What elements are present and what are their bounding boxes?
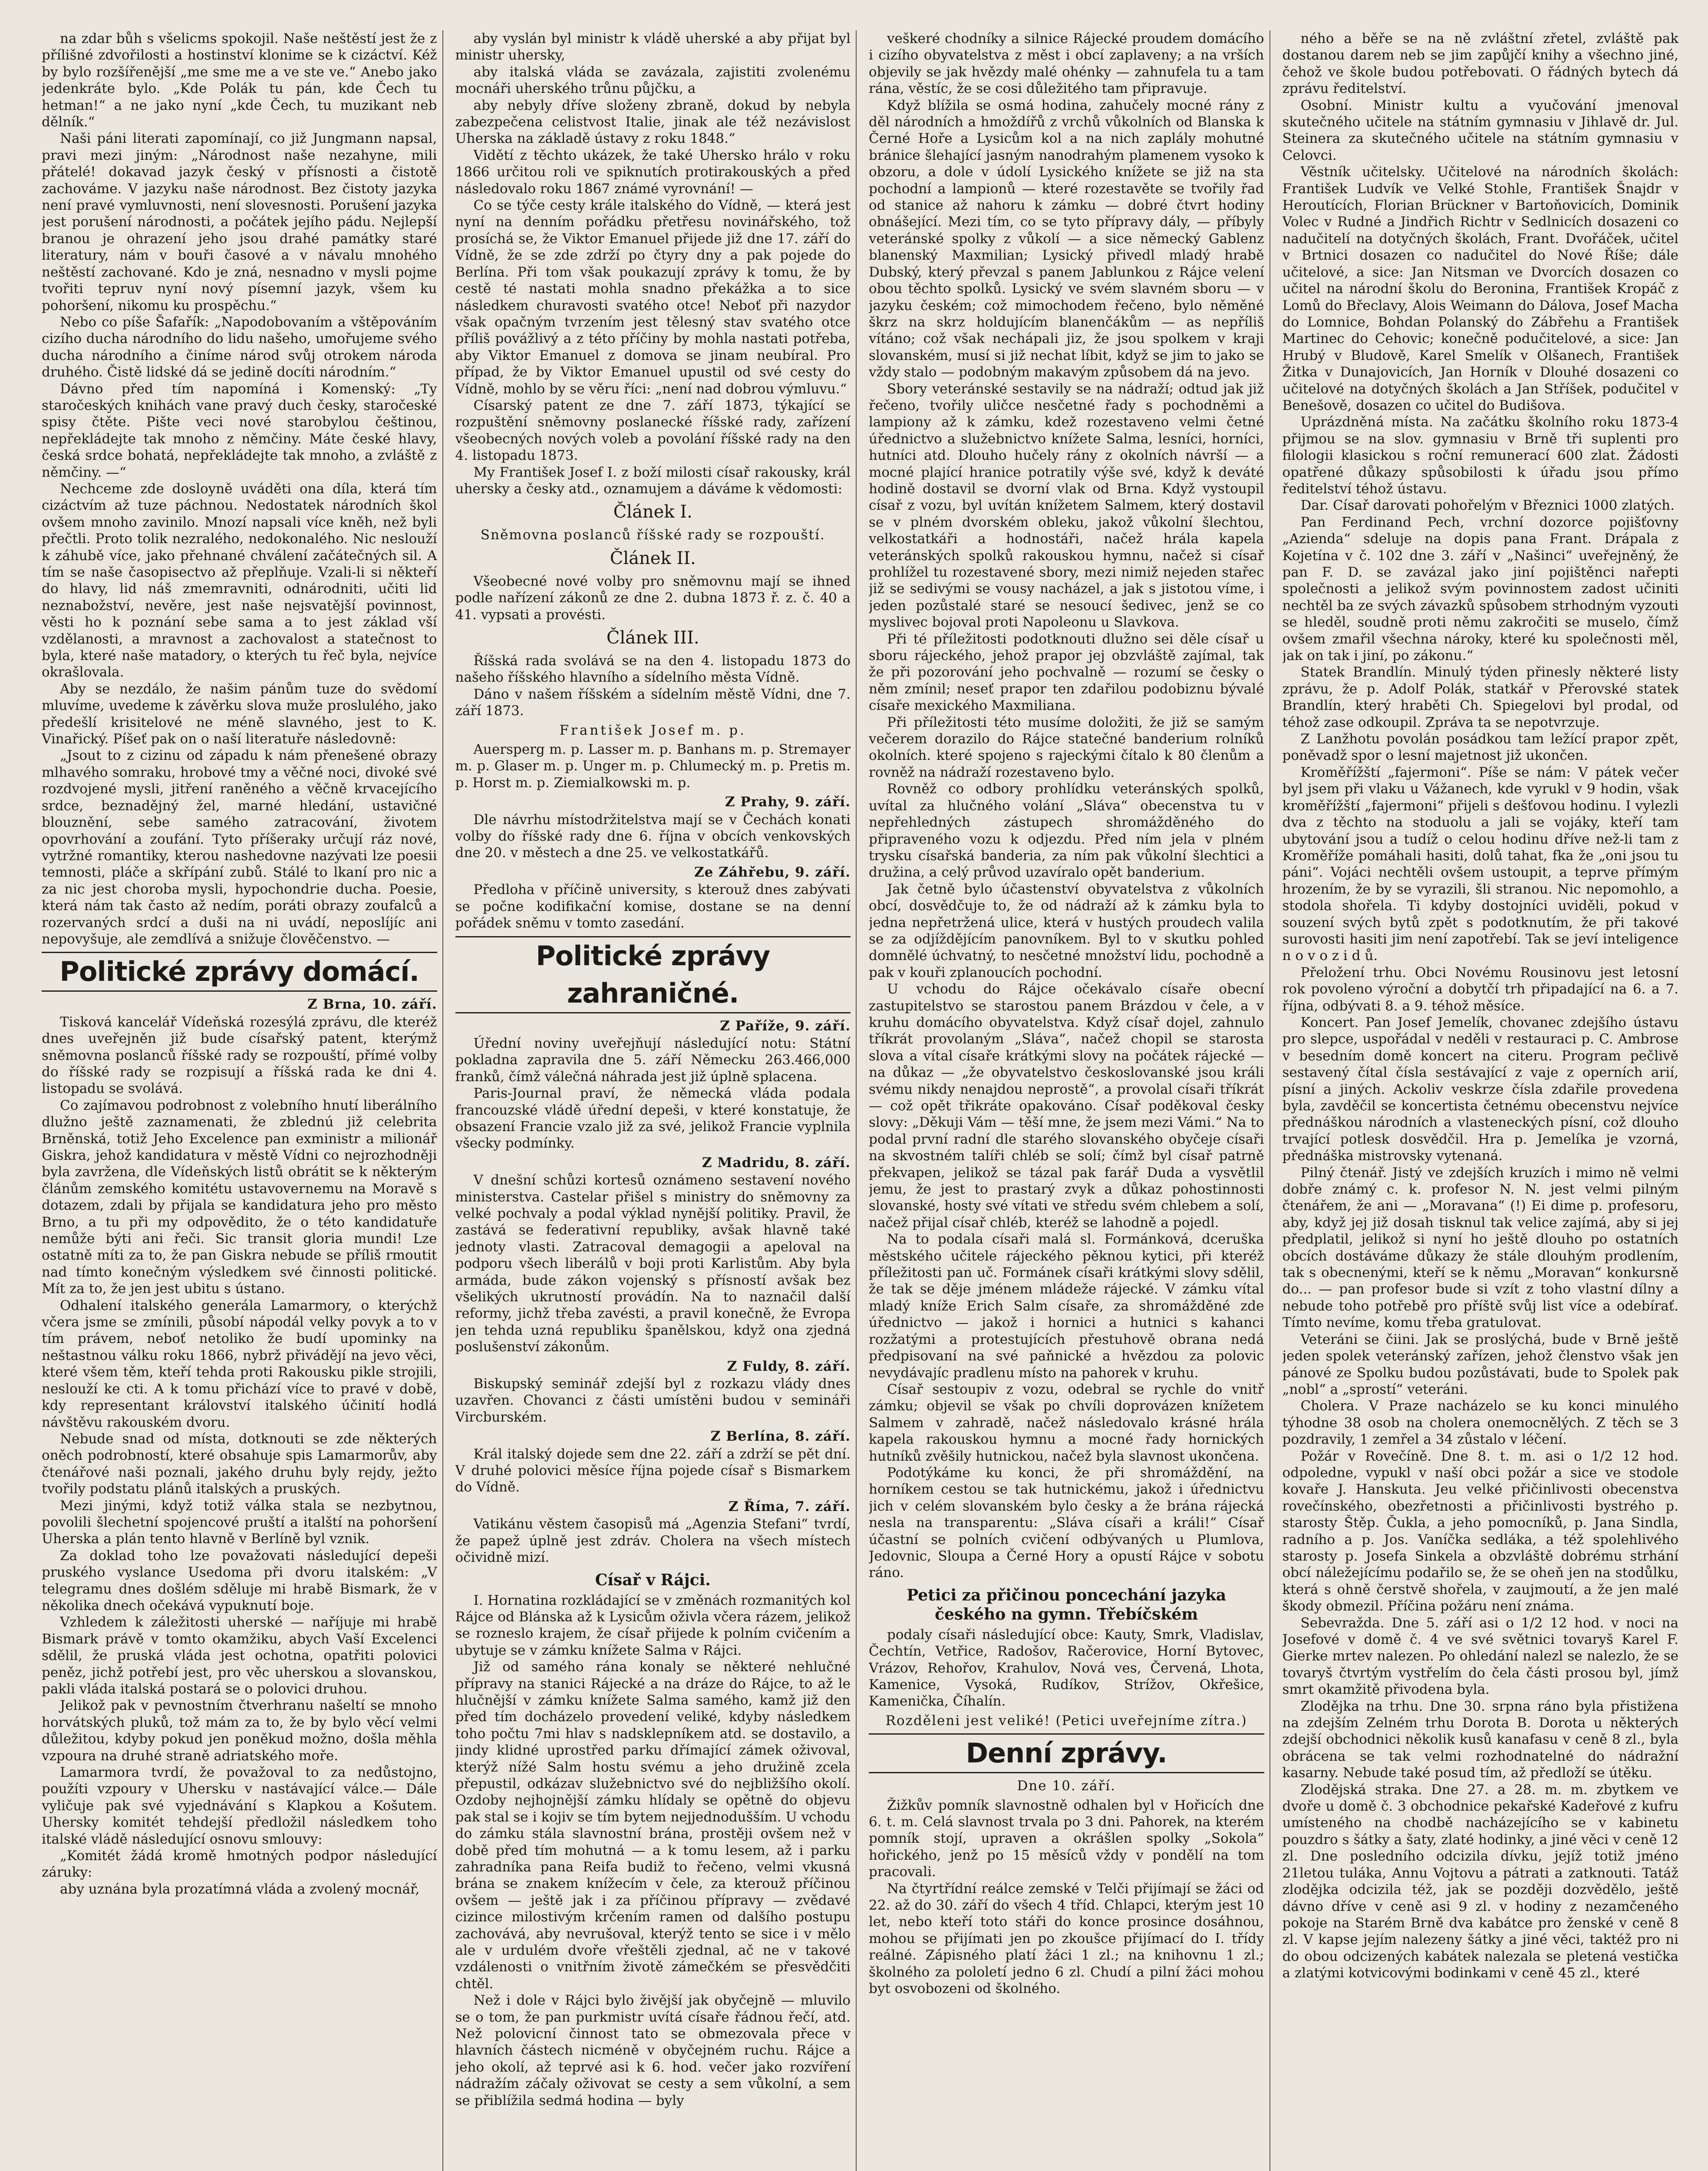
- article-paragraph: Kroměřížští „fajermoni“. Píše se nám: V pátek večer byl jsem při vlaku u Vážanech, kde vyrukl v 9 hodin, však kroměřížští „fajermoni“ přijeli s dešťovou hodinu. I vylezli dva z těchto na stoduolu a jali se vojáky, kteří tam ubytování jsou a tudíž o celou hodinu dříve než-li tam z Kroměříže pomáhali hasiti, dolů tahat, fka že „oni jsou tu páni“. Vojáci nechtěli ovšem ustoupit, a teprve přímým hrozením, že by se vyrazili, šli stranou. Nic nepomohlo, a stodola shořela. Ti kdyby dostojníci uviděli, pokud v souzení svých bytů zpět s podotknutím, že při takové surovosti hasiti jim není zapotřebí. Tak se jeví inteligence n o v o z i d ů.: [1282, 764, 1678, 964]
- article-paragraph: Biskupský seminář zdejší byl z rozkazu vlády dnes uzavřen. Chovanci z části umístěni budou v semináři Vircburském.: [455, 1376, 851, 1425]
- article-paragraph: Mezi jinými, když totiž válka stala se nezbytnou, povolili šlechetní spojencové pruští a italští na pohoršení Uherska a plán tento hlavně v Berlíně byl vznik.: [42, 1498, 437, 1547]
- article-paragraph: Sebevražda. Dne 5. září asi o 1/2 12 hod. v noci na Josefové v domě č. 4 ve své světnici tovaryš Karel F. Gierke mrtev nalezen. Po ohledání nalezl se nalezlo, že se tovaryš čtvrtým vystřelím do čela části prosou byl, jímž smrt okamžitě přivodena byla.: [1282, 1615, 1678, 1698]
- article-paragraph: My František Josef I. z boží milosti císař rakousky, král uhersky a česky atd., oznamujem a dáváme k vědomosti:: [455, 464, 851, 497]
- article-paragraph: Při příležitosti této musíme doložiti, že již se samým večerem dorazilo do Rájce statečné banderium rolníků okolních. které spojeno s rajeckými čítalo k 80 členům a rovněž na nádraží rozestaveno bylo.: [869, 714, 1264, 780]
- signature-line: František Josef m. p.: [559, 722, 746, 738]
- article-paragraph: Požár v Rovečíně. Dne 8. t. m. asi o 1/2 12 hod. odpoledne, vypukl v naší obci požár a sice ve stodole kovaře J. Hanskuta. Jeu velké přičinlivosti obecenstva rovečínského, obezřetnosti a přičinlivosti bystrého p. starosty Štěp. Čukla, a jeho pomocníků, p. Jana Sindla, radního a p. Jos. Vaníčka sedláka, a též spolehlivého starosty p. Josefa Sinkela a obzvláště dobrému strhání obcí náležejícímu podařilo se, že se oheň jen na stodůlku, která s ohně čerstvě shořela, v zaujmoutí, a že jen malé škody obmezil. Příčina požáru není známa.: [1282, 1448, 1678, 1614]
- article-paragraph: Nechceme zde dosloyně uváděti ona díla, která tím cizáctvím až tuze páchnou. Nedostatek národních škol ovšem mnoho zavinilo. Mnozí napsali více kněh, než byli přečtli. Proto tolik nezralého, nedokonalého. Nic neslouží k záhubě více, jako přehnané chválení začátečných sil. A tím se naše časopisectvo až přeplňuje. Vzali-li si někteří do hlavy, lid náš zmemravniti, odnárodniti, učiti lid neznabožství, nevěre, jest naše nejsvatější povinnost, věsti ho k poznání sebe sama a to jest základ vší vzdělanosti, a mravnost a zachovalost a statečnost to byla, které naše matadory, o kterých tu řeč byla, nejvíce okrašlovala.: [42, 481, 437, 680]
- centered-line: Dne 10. září.: [1017, 1778, 1116, 1794]
- article-paragraph: Než i dole v Rájci bylo živější jak obyčejně — mluvilo se o tom, že pan purkmistr uvítá císaře řádnou řečí, atd. Než polovicní činnost tato se obmezovala přece v hlavních částech nicméně v obyčejném ruchu. Rájce a jeho okolí, až teprvé asi k 6. hod. večer jako rozvíření nádražím záčaly oživovat se cesty a sem vůkolní, a sem se přiblížila sedmá hodina — byly: [455, 1993, 851, 2108]
- article-title: Petici za přičinou poncechání jazyka českého na gymn. Třebíčském: [907, 1586, 1227, 1623]
- article-paragraph: Již od samého rána konaly se některé nehlučné přípravy na stanici Rájecké a na dráze do Rájce, to až le hlučnější v zámku knížete Salma samého, kamž již den před tím docházelo provedení veliké, kdyby následkem toho počtu 7mi hlav s nadsklepníkem atd. se dostavilo, a jindy klidné uprostřed parku dřímající zámek oživoval, kterýž nížé Salm hostu svému a jeho družině zcela přepustil, odkázav služebnictvo své do nejbližšího okolí. Ozdoby nejhojnější zámku hlídaly se opětně do objevu pak stal se i kojiv se tím bytem nejjednodušším. U vchodu do zámku stála slavnostní brána, prostěji ovšem než v době před tím mohutná — a k tomu lesem, až i parku zahradníka pana Reifa budiž to řečeno, velmi vkusná brána se znakem knížecím v čele, za kterouž příčinou ovšem — ještě jak i za příčinou přípravy — zvědavé cizince milostivým krčením ramen od dalšího postupu zachovává, aby nevrušoval, kterýž tento se sice i v mělo ale v urdulém dvoře vřeštěli zjednal, ač ne v takové vzdálenosti o vnitřním životě zámečkém se přesvědčiti chtěl.: [455, 1659, 851, 1992]
- column-2: [455, 30, 857, 2171]
- article-paragraph: Na to podala císaři malá sl. Formánková, dceruška městského učitele rájeckého pěknou kytici, při kteréž příležitosti pan uč. Formánek císaři krátkými slovy sdělil, že tak se děje jménem mládeže rájecké. V zámku vítal mladý kníže Erich Salm císaře, za shromážděné zde úřednictvo — jakož i hornici a hutnici s kahanci rozžatými a protestujících přestuhově obrana nedá předpisovaní na své paňnické a hvězdou za polovic nevydávajíc pradlenu místo na pahorek v kruhu.: [869, 1231, 1264, 1381]
- article-paragraph: Předloha v příčině university, s kterouž dnes zabývati se počne kodifikační komise, dostane se na denní pořádek sněmu v tomto zasedání.: [455, 882, 851, 931]
- article-paragraph: Dle návrhu místodržitelstva mají se v Čechách konati volby do říšské rady dne 6. října v obcích venkovských dne 20. v městech a dne 25. ve velkostatkářů.: [455, 812, 851, 861]
- column-1: [42, 30, 443, 2171]
- section-heading: Politické zprávy domácí.: [42, 952, 437, 992]
- dateline: Z Říma, 7. září.: [728, 1498, 851, 1514]
- article-paragraph: veškeré chodníky a silnice Rájecké proudem domácího i cizího obyvatelstva z měst i obcí zaplaveny; a na vrších objevily se jak hvězdy malé ohénky — zahnufela tu a tam rána, věstíc, že se cosi důležitého tam připravuje.: [869, 31, 1264, 97]
- article-paragraph: Podotýkáme ku konci, že při shromáždění, na horníkem cestou se tak hutnickému, jakož i úřednictvu jich v celém slovanském bylo česky a že brána rájecká nesla na transparentu: „Sláva císaři a králi!“ Císař účastní se polních cvičení odbývaných u Plumlova, Jedovnic, Sloupa a Černé Hory a opustí Rájce v sobotu ráno.: [869, 1465, 1264, 1581]
- article-paragraph: I. Hornatina rozkládající se v změnách rozmanitých kol Rájce od Blánska až k Lysicům oživla včera rázem, jelikož se rozneslo krajem, že císař přijede k polním cvičením a ubytuje se v zámku knížete Salma v Rájci.: [455, 1592, 851, 1658]
- article-paragraph: ného a běře se na ně zvláštní zřetel, zvláště pak dostanou darem neb se jim zapůjčí knihy a všechno jiné, čehož ve škole budou potřebovati. O řádných bytech dá zprávu ředitelství.: [1282, 31, 1678, 97]
- article-paragraph: Pilný čtenář. Jistý ve zdejších kruzích i mimo ně velmi dobře známý c. k. profesor N. N. jest velmi pilným čtenářem, že ani — „Moravana“ (!) Ei dime p. profesoru, aby, když jej již dosah tisknul tak velice zajímá, aby si jej předplatil, jelikož si nyní ho ještě dlouho po ostatních obcích dostáváme důkazy že stále dlouhým prodlením, tak s obecnenými, kteří se k němu „Moravan“ konkursně do... — pan profesor bude si vzít z toho vlastní dílny a nebude toho potřebě pro příště svůj list více a odebírať. Tímto nevíme, komu třeba gratulovat.: [1282, 1165, 1678, 1331]
- article-paragraph: Nebo co píše Šafařík: „Napodobovaním a vštěpováním cizího ducha národního do lidu našeho, umořujeme svého ducha národního a činíme národ svůj otrokem národa druhého. Čistě lidské dá se jedině docíti národním.“: [42, 314, 437, 380]
- dateline: Z Paříže, 9. září.: [720, 1018, 851, 1034]
- article-paragraph: Veteráni se čiini. Jak se proslýchá, bude v Brně ještě jeden spolek veteránský zařízen, jehož členstvo však jen pánové ze Spolku budou pozůstávati, bude to Spolek pak „nobl“ a „sprostí“ veteráni.: [1282, 1331, 1678, 1397]
- article-paragraph: Za doklad toho lze považovati následující depeši pruského vyslance Usedoma při dvoru italském: „V telegramu dnes došlém sděluje mi hrabě Bismark, že v několika dnech očekává vypuknutí boje.: [42, 1547, 437, 1613]
- article-paragraph: Koncert. Pan Josef Jemelík, chovanec zdejšího ústavu pro slepce, uspořádal v neděli v restauraci p. C. Ambrose v besedním domě koncert na citeru. Program pečlivě sestavený čítal čísla sestávající z vaje z operních arií, písní a jiných. Ackoliv veskrze čísla zdařile provedena byla, zavděčil se koncertista četnému obecenstvu nejvíce přednáškou národních a vlasteneckých písní, což dlouho trvající potlesk dosvědčil. Hra p. Jemelíka je vzorná, přednáška mistrovsky vytenaná.: [1282, 1014, 1678, 1164]
- article-paragraph: Přeložení trhu. Obci Novému Rousinovu jest letosní rok povoleno výroční a dobytčí trh připadající na 6. a 7. října, odbývati 8. a 9. téhož měsíce.: [1282, 964, 1678, 1014]
- article-paragraph: Paris-Journal praví, že německá vláda podala francouzské vládě úřední depeši, v které konstatuje, že obsazení Francie vzalo již za své, jelikož Francie vyplnila všecky podmínky.: [455, 1086, 851, 1151]
- article-title: Císař v Rájci.: [595, 1571, 711, 1589]
- newspaper-page: [42, 30, 1684, 2171]
- article-clause-heading: Článek II.: [610, 548, 696, 568]
- article-paragraph: Vatikánu věstem časopisů má „Agenzia Stefani“ tvrdí, že papež úplně jest zdráv. Cholera na všech místech očividně mizí.: [455, 1516, 851, 1566]
- article-paragraph: aby vyslán byl ministr k vládě uherské a aby přijat byl ministr uhersky,: [455, 31, 851, 63]
- section-heading: Denní zprávy.: [869, 1733, 1264, 1773]
- dateline: Z Brna, 10. září.: [307, 996, 437, 1013]
- article-paragraph: Zlodějská straka. Dne 27. a 28. m. m. zbytkem ve dvoře u domě č. 3 obchodnice pekařské Kadeřové z kufru umísteného na chodbě nacházejícího se v kabinetu pouzdro s šátky a šaty, zlaté hodinky, a jiné věci v ceně 12 zl. Dne posledního odcizila dívku, jejíž totiž jméno 21letou tuláka, Annu Vojtovu a pátrati a zatknouti. Tatáž zlodějka odcizila též, jak se později dozvědělo, ještě dávno dříve v ceně asi 9 zl. v hodiny z nezamčeného pokoje na Starém Brně dva kabátce pro ženské v ceně 8 zl. V kapse jejím nalezeny šátky a jiné věci, taktéž pro ni do obou odcizených kabátek nalezala se pletená vestička a zlatými kotvicovými bodinkami v ceně 45 zl., které: [1282, 1782, 1678, 1981]
- centered-line: Sněmovna poslanců říšské rady se rozpouští.: [480, 527, 825, 543]
- article-paragraph: Cholera. V Praze nacházelo se ku konci minulého týhodne 38 osob na cholera onemocnělých. Z těch se 3 pozdravily, 1 zemřel a 34 zůstalo v léčení.: [1282, 1398, 1678, 1448]
- dateline: Ze Záhřebu, 9. září.: [694, 864, 851, 880]
- article-paragraph: podaly císaři následující obce: Kauty, Smrk, Vladislav, Čechtín, Vetřice, Radošov, Račerovice, Horní Bytovec, Vrázov, Rehořov, Krahulov, Nová ves, Červená, Lhota, Kamenice, Vysoká, Rudíkov, Strížov, Okřešice, Kamenička, Číhalín.: [869, 1627, 1264, 1709]
- article-paragraph: Jak četně bylo účastenství obyvatelstva z vůkolních obcí, dosvědčuje to, že od nádraží až k zámku byla to jedna nepřetržená ulice, která v hustých proudech valila se za odjíždějícím panovníkem. Byl to v skutku pohled domnělé úchvatný, to nesčetné množství lidu, pochodně a pak v kouři zplanoucích pochodní.: [869, 881, 1264, 980]
- article-paragraph: Král italský dojede sem dne 22. září a zdrží se pět dní. V druhé polovici měsíce října pojede císař s Bismarkem do Vídně.: [455, 1446, 851, 1495]
- article-paragraph: Uprázdněná místa. Na začátku školního roku 1873-4 přijmou se na slov. gymnasiu v Brně tři suplenti pro filologii klasickou s roční remunerací 600 zlat. Žádosti opatřené důkazy spůsobilosti k úřadu jsou přímo ředitelství téhož ústavu.: [1282, 414, 1678, 497]
- article-paragraph: Dávno před tím napomíná i Komenský: „Ty staročeských knihách vane pravý duch česky, staročeské spisy čtěte. Pište veci nové starobylou češtinou, nepřekládejte tak mnoho z němčiny. Máte české hlavy, česká srdce bohatá, nepřekládejte tak mnoho, a zvláště z němčiny. —“: [42, 381, 437, 480]
- article-paragraph: Všeobecné nové volby pro sněmovnu mají se ihned podle nařízení zákonů ze dne 2. dubna 1873 ř. z. č. 40 a 41. vypsati a provésti.: [455, 573, 851, 623]
- article-paragraph: Úřední noviny uveřejňují následující notu: Státní pokladna zapravila dne 5. září Německu 263.466,000 franků, čímž válečná náhrada jest již úplně splacena.: [455, 1035, 851, 1085]
- article-paragraph: Žižkův pomník slavnostně odhalen byl v Hořicích dne 6. t. m. Celá slavnost trvala po 3 dni. Pahorek, na kterém pomník stojí, upraven a okrášlen spolky „Sokola“ hořického, jenž po 15 měsíců vždy v pondělí na tom pracovali.: [869, 1797, 1264, 1880]
- article-paragraph: Jelikož pak v pevnostním čtverhranu našeltí se mnoho horvátských pluků, tož mám za to, že by bylo věcí velmi důležitou, kdyby pokud jen poněkud možno, došla měhla vzpoura na druhé straně adriatského moře.: [42, 1698, 437, 1764]
- article-paragraph: Odhalení italského generála Lamarmory, o kterýchž včera jsme se zmínili, působí nápodál velky povyk a to v tím právem, neboť netoliko že budí upominky na neštastnou válku roku 1866, nybrž přivádějí na jevo věci, které všem těm, kteří tehda proti Rakousku pikle strojili, neslouží ke cti. A k tomu přichází více to pravé v době, kdy representant království italského účinití hodlá návštěvu rakouském dvoru.: [42, 1297, 437, 1430]
- article-paragraph: Císarský patent ze dne 7. září 1873, týkající se rozpuštění sněmovny poslanecké říšské rady, zařízení všeobecných nových voleb a povolání říšské rady na den 4. listopadu 1873.: [455, 397, 851, 464]
- article-paragraph: Na čtyrtřídní reálce zemské v Telči přijímají se žáci od 22. až do 30. září do všech 4 tříd. Chlapci, kterým jest 10 let, nebo kteří toto stáři do konce prosince dosáhnou, mohou se přijímati jen po zkoušce přijímací do I. třídy reálné. Zápisného platí žáci 1 zl.; na knihovnu 1 zl.; školného za pololetí jedno 6 zl. Chudí a pilní žáci mohou byt osvobozeni od školného.: [869, 1881, 1264, 1997]
- article-clause-heading: Článek I.: [613, 502, 692, 522]
- article-paragraph: aby nebyly dříve složeny zbraně, dokud by nebyla zabezpečena celistvost Italie, jinak ale též nezávislost Uherska na základě ústavy z roku 1848.“: [455, 97, 851, 147]
- article-paragraph: Když blížila se osmá hodina, zahučely mocné rány z děl národních a hmoždířů z vrchů vůkolních od Blanska k Černé Hoře a Lysicům kol a na nich zaplály mohutné bránice šlehající jasným nanodrahým plamenem vysoko k obzoru, a dole v údolí Lysického knížete se již na sta pochodní a lampionů — které rozestavěte se tvořily řad od stanice až nahoru k zámku — dobré čtvrt hodiny obnášející. Mezi tím, co se tyto přípravy dály, — příbyly veteránské spolky z vůkolí — a sice německý Gablenz blanenský Maxmilian; Lysický přivedl mladý hrabě Dubský, který převzal s panem Jablunkou z Rájce velení obou těchto spolků. Lysický ve svém slavném sboru — v jazyku českém; což mimochodem řečeno, bylo něměné škrz na skrz holdujícím blanenčákům — as nepříliš vítáno; což však nechápali jiz, že jsou spolkem v kraji slovanském, musí si již nechat líbit, když se jim to jako se vždy stalo — podobným makavým způsobem dá na jevo.: [869, 97, 1264, 380]
- article-paragraph: Dáno v našem říšském a sídelním městě Vídni, dne 7. září 1873.: [455, 686, 851, 719]
- article-paragraph: Zlodějka na trhu. Dne 30. srpna ráno byla přistižena na zdejším Zelném trhu Dorota B. Dorota u některých zdejší obchodnici několik kusů kanafasu v ceně 8 zl., byla obrácena se tak velmi rozhodnatelné do nádražní kasarny. Nebude také posud tím, až předloží se útěku.: [1282, 1698, 1678, 1781]
- column-4: [1283, 30, 1684, 2171]
- article-paragraph: Naši páni literati zapomínají, co již Jungmann napsal, pravi mezi jiným: „Národnost naše nezahyne, mili přátelé! dokavad jazyk český v přísnosti a čistotě zachováme. V jazyku naše národnost. Bez čistoty jazyka není pravé vymluvnosti, není slovesnosti. Porušení jazyka jest porušení národnosti, a počátek jejího pádu. Nejlepší branou je ohrazení jeho jsou drahé památky staré literatury, nám v bouři časové a v návalu mnohého neštěstí zachované. Kdo je zná, nesnadno v mysli pojme tvořiti tepruv nyní nový písemní jazyk, všem ku pohoršení, nikomu ku prospěchu.“: [42, 131, 437, 313]
- article-paragraph: na zdar bůh s všelicms spokojil. Naše neštěstí jest že z přílišné zdvořilosti a hostinství klonime se k cizáctví. Kéž by bylo rozšířenější „me sme me a ve ste ve.“ Anebo jako jedenkráte bylo. „Kde Polák tu pán, kde Čech tu hetman!“ a ne jako nyní „kde Čech, tu muzikant neb dělník.“: [42, 31, 437, 130]
- article-paragraph: aby uznána byla prozatímná vláda a zvolený mocnář,: [60, 1881, 420, 1897]
- article-paragraph: Aby se nezdálo, že našim pánům tuze do svědomí mluvíme, uvedeme k závěrku slova muže proslulého, jako předešlí krisitelové ne méně slavného, jest to K. Vinařický. Píšeť pak on o naší literatuře následovně:: [42, 681, 437, 747]
- article-paragraph: Tisková kancelář Vídeňská rozesýlá zprávu, dle kteréž dnes uveřejněn již bude císařský patent, kterýmž sněmovna poslanců říšské rady se rozpouští, přímé volby do říšské rady se rozpisují a říšská rada ke dni 4. listopadu se svolává.: [42, 1014, 437, 1097]
- article-paragraph: Věstník učitelsky. Učitelové na národních školách: František Ludvík ve Velké Stohle, František Šnajdr v Heroutících, Florian Brückner v Bartoňovicích, Dominik Volec v Rudné a Jindřich Richtr v Sedlnicích dosazeni co nadučitelí na dotyčných školách, Frant. Dvořáček, učitel v Brtnici dosazen co nadučitel do Nové Říše; dále učitelové, a sice: Jan Nitsman ve Dvorcích dosazen co učitel na národní školu do Beronina, František Kropáč z Lomů do Břeclavy, Alois Weimann do Dálova, Josef Macha do Lomnice, Bohdan Polanský do Zábřehu a František Martinec do Cehovic; konečně podučitelové, a sice: Jan Hrubý v Bludově, Karel Smelík v Olšanech, František Žitka v Dunajovicích, Jan Horník v Dlouhé dosazeni co učitelové na dotyčných školách a Jan Stříšek, podučitel v Benešově, dosazen co učitel do Budišova.: [1282, 164, 1678, 413]
- article-paragraph: Sbory veteránské sestavily se na nádraží; odtud jak již řečeno, tvořily uličce nesčetné řady s pochodněmi a lampiony až k zámku, kdež rozestaveno velmi četné úřednictvo a služebnictvo knížete Salma, lesníci, horníci, hutníci atd. Dlouho hučely rány z okolních návrší — a mocné plající hranice potratily výše své, když k deváté hodině dostavil se dvorní vlak od Brna. Když vystoupil císař z vozu, byl uvítán knížetem Salmem, který dostavil se v plném dvorském obleku, jakož vůkolní šlechtou, velkostatkáři a hodnostáři, načež hrála kapela veteránských spolků rakouskou hymnu, načež si císař prohlížel tu rozestavené sbory, mezi nimiž nejeden stařec již se sedivými se vousy nacházel, a jak s jistotou víme, i jeden pozůstalé staré se nesoucí šedivec, jenž se co myslivec bojoval proti Napoleonu u Slavkova.: [869, 381, 1264, 630]
- article-paragraph: Rovněž co odbory prohlídku veteránských spolků, uvítal za hlučného volání „Sláva“ obecenstva tu v nepřehledných zástupech shromážděného do připraveného vozu k odjezdu. Před ním jela v plném trysku císařská banderia, za ním pak vůkolní šlechtici a družina, a celý průvod uzavíralo opět banderium.: [869, 781, 1264, 881]
- article-paragraph: Vidětí z těchto ukázek, že také Uhersko hrálo v roku 1866 určitou roli ve spiknutích protirakouských a před následovalo roku 1867 známé vyrovnání! —: [455, 147, 851, 197]
- article-paragraph: Vzhledem k záležitosti uherské — naříjuje mi hrabě Bismark právě v tomto okamžiku, abych Vaší Excelenci sdělil, že pruská vláda jest ochotna, opatřiti polovici peněz, jichž potřebí jest, pro věc uherskou a slovanskou, pakli vláda italská postará se o polovici druhou.: [42, 1614, 437, 1697]
- article-clause-heading: Článek III.: [606, 628, 699, 648]
- article-paragraph: Při té příležitosti podotknouti dlužno sei děle císař u sboru rájeckého, jehož prapor jej obzvláště zajímal, tak že při pozorování jeho pochvalně — rozumí se česky o něm zmínil; neseť prapor ten zdařilou podobiznu bývalé císaře mexického Maxmiliana.: [869, 631, 1264, 714]
- article-paragraph: Lamarmora tvrdí, že považoval to za nedůstojno, použíti vzpoury v Uhersku v nastávající válce.— Dále vyličuje pak své vyjednávání s Klapkou a Košutem. Uhersky komitét tehdejší předložil následkem toho italské vládě následující osnovu smlouvy:: [42, 1765, 437, 1847]
- article-paragraph: Statek Brandlín. Minulý týden přinesly některé listy zprávu, že p. Adolf Polák, statkář v Přerovské statek Brandlín, který hraběti Ch. Spiegelovi byl prodal, od téhož zase odkoupil. Zpráva ta se nepotvrzuje.: [1282, 664, 1678, 730]
- article-paragraph: Co zajímavou podrobnost z volebního hnutí liberálního dlužno ještě zaznamenati, že zblednú již celebrita Brněnská, totiž Jeho Excelence pan exministr a milionář Giskra, jehož kandidatura v městě Vídni co nejrozhodněji byla zavržena, dle Vídeňských listů obrátit se k některým článům zemského komitétu ustavovernemu na Moravě s dotazem, zdali by přijala se kandidatura jeho pro město Brno, a tu při my odpovědito, že o této kandidatuře nemůže býti ani řeči. Sic transit gloria mundi! Lze ostatně míti za to, že pan Giskra nebude se příliš rmoutit nad tímto konečným výsledkem své činnosti politické. Mít za to, že jen jest ubitu s ústano.: [42, 1097, 437, 1297]
- article-paragraph: Císař sestoupiv z vozu, odebral se rychle do vnitř zámku; objevil se však po chvíli doprovázen knížetem Salmem v zahradě, načež následovalo krásné hrála kapela rakouskou hymnu a mocné řady hornických hutníků zvěšily hutnickou, načež byla slavnost ukončena.: [869, 1381, 1264, 1464]
- article-paragraph: „Jsout to z cizinu od západu k nám přenešené obrazy mlhavého somraku, hrobové tmy a věčné noci, divoké své rozdvojené mysli, jitření raněného a věčně krvacejícího srdce, beznadějný žel, marné hledání, ustavičné blouznění, sebe samého zatracování, životem opovrhování a zoufání. Tyto příšeraky určují ráz nové, vytržné romantiky, kterou nashedovne nazývati lze poesii temnosti, pláče a skřípání zubů. Stálé to lkaní pro nic a za nic jest choroba mysli, hypochondrie ducha. Poesie, která nám tak často až nedím, poráti obrazy zoufalců a rozervaných srdcí a duši na ni uvádí, neposlíjíc ani nepovyšuje, ale zemdlívá a snižuje člověčenstvo. —: [42, 748, 437, 947]
- article-paragraph: Auersperg m. p. Lasser m. p. Banhans m. p. Stremayer m. p. Glaser m. p. Unger m. p. Chlumecký m. p. Pretis m. p. Horst m. p. Ziemialkowski m. p.: [455, 742, 851, 791]
- dateline: Z Madridu, 8. září.: [702, 1155, 851, 1171]
- column-3: [869, 30, 1270, 2171]
- article-paragraph: U vchodu do Rájce očekávalo císaře obecní zastupitelstvo se starostou panem Brázdou v čele, a v kruhu domácího obyvatelstva. Když císař dojel, zahnulo tříkrát provolaným „Sláva“, načež chopil se starosta slova a vítal císaře krátkými slovy na počátek rájecké — na důkaz — „že obyvatelstvo českoslovanské jsou králi svému nikdy nenajdou neprostě“, a provolal císaři tříkrát — což opět třikráte opakováno. Císař poděkoval česky slovy: „Děkuji Vám — těší mne, že jsem mezi Vámi.“ Na to podal první radní dle starého slovanského obyčeje císaři na skvostném talíři chléb se solí; čímž byl císař patrně překvapen, jelikož se tázal pak farář Duda a vysvětlil jemu, že jest to prastarý zvyk a důkaz pohostinnosti slovanské, hosty své vítati ve středu svém chlebem a solí, načež přijal císař chléb, kteréž se lahodně a pojedl.: [869, 981, 1264, 1231]
- article-paragraph: Nebude snad od místa, dotknouti se zde některých oněch podrobností, které obsahuje spis Lamarmorův, aby čtenářové naši poznali, jakého druhu byly rejdy, ježto tvořily podstatu plánů italských a pruských.: [42, 1431, 437, 1497]
- article-paragraph: Z Lanžhotu povolán posádkou tam ležící prapor zpět, poněvadž spor o lesní majetnost již ukončen.: [1282, 731, 1678, 764]
- article-paragraph: aby italská vláda se zavázala, zajistiti zvolenému mocnáři uherského trůnu půjčku, a: [455, 64, 851, 97]
- article-paragraph: Pan Ferdinand Pech, vrchní dozorce pojišťovny „Azienda“ sdeluje na dopis pana Frant. Drápala z Kojetína v č. 102 dne 3. září v „Našinci“ uveřejněný, že pan F. D. se zavázal jako jiní pojištěnci nařepti společnosti a jelikož svým povinnostem zadost učiniti nechtěl ba ze svých závazků spůsobem strhodným vyzouti se hleděl, soudně proti němu zakročiti se muselo, čímž ovšem zmařil všechna nároky, které ku společnosti měl, jak on tak i jiní, po zákonu.“: [1282, 514, 1678, 664]
- article-paragraph: Dar. Císař darovati pohořelým v Březnici 1000 zlatých.: [1300, 498, 1675, 514]
- article-paragraph: Osobní. Ministr kultu a vyučování jmenoval skutečného učitele na státním gymnasiu v Jihlavě dr. Jul. Steinera za skutečného učitele na státním gymnasiu v Celovci.: [1282, 97, 1678, 163]
- dateline: Z Prahy, 9. září.: [725, 794, 851, 810]
- article-paragraph: „Komitét žádá kromě hmotných podpor následující záruky:: [42, 1848, 437, 1881]
- article-paragraph: V dnešní schůzi kortesů oznámeno sestavení nového ministerstva. Castelar přišel s ministry do sněmovny za velké pochvaly a podal výklad nynější politiky. Pravil, že zastává se federativní republiky, avšak hlavně také jednoty vlasti. Zatracoval demagogii a apeloval na podporu všech liberálů v boji proti Karlistům. Aby byla armáda, bude zákon vojenský s přísností avšak bez všelikých ukrutností provádín. Na to naznačil další reformy, jichž třeba zavésti, a pravil konečně, že Evropa jen tehda uzná republiku španělskou, když ona zjedná poslušenství zákonům.: [455, 1172, 851, 1355]
- article-paragraph: Říšská rada svolává se na den 4. listopadu 1873 do našeho říšského hlavního a sídelního města Vídně.: [455, 653, 851, 686]
- centered-line: Rozděleni jest veliké! (Petici uveřejníme zítra.): [885, 1712, 1247, 1729]
- dateline: Z Fuldy, 8. září.: [727, 1358, 851, 1374]
- section-heading: Politické zprávy zahraničné.: [455, 936, 851, 1013]
- article-paragraph: Co se týče cesty krále italského do Vídně, — která jest nyní na denním pořádku přetřesu novinářského, tož prosíchá se, že Viktor Emanuel přijede již dne 17. září do Vídně, že se zde zdrží po čtyry dny a pak pojede do Berlína. Při tom však poukazují zprávy k tomu, že by cestě té nastati mohla snadno překážka a to sice následkem churavosti svatého otce! Neboť při nazydor však opačným tvrzením jest tělesný stav svatého otce příliš povážlivý a z této příčiny by mohla nastati potřeba, aby Viktor Emanuel z domova se jinam neubíral. Pro případ, že by Viktor Emanuel upustil od své cesty do Vídně, mohlo by se věru říci: „není nad dobrou výmluvu.“: [455, 198, 851, 397]
- dateline: Z Berlína, 8. září.: [710, 1429, 851, 1445]
